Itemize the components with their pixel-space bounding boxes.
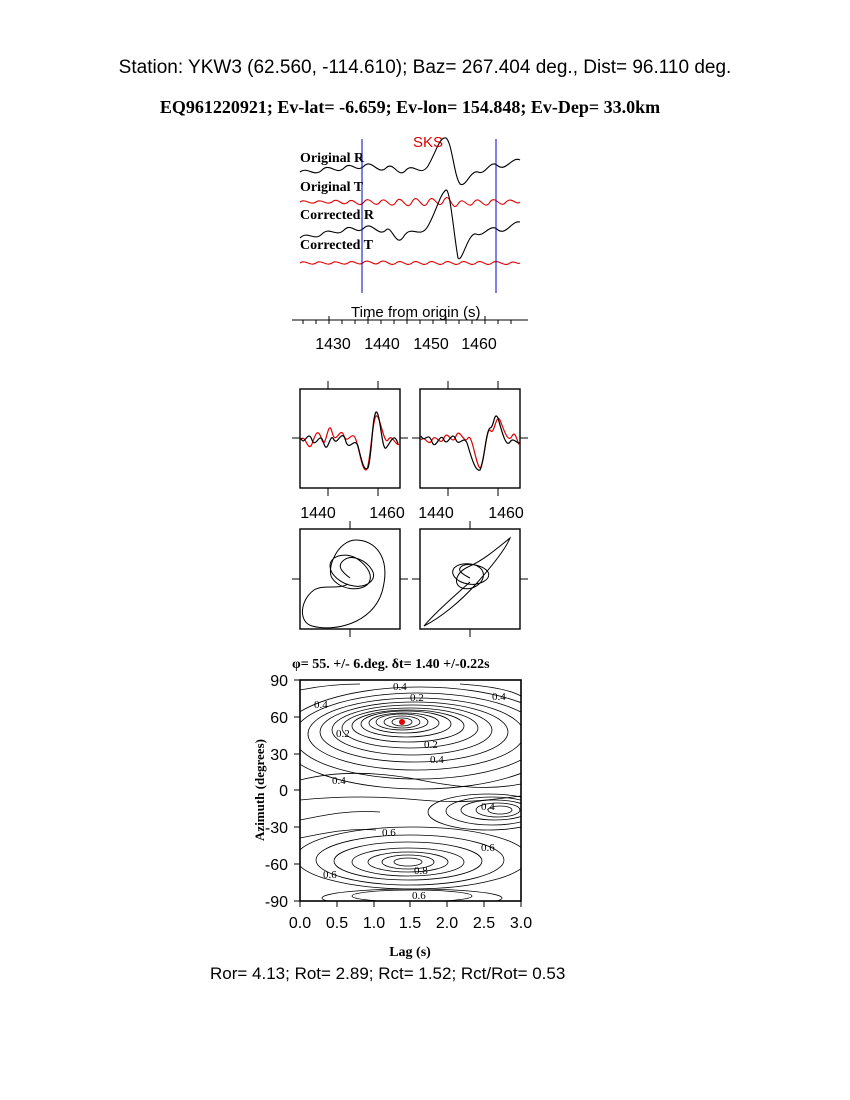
svg-text:1.5: 1.5	[398, 915, 422, 932]
result-summary-line: Ror= 4.13; Rot= 2.89; Rct= 1.52; Rct/Rot= 0.53	[210, 964, 566, 983]
event-info-line: EQ961220921; Ev-lat= -6.659; Ev-lon= 154.848; Ev-Dep= 33.0km	[159, 97, 661, 117]
traces-panel	[292, 134, 528, 353]
svg-text:0.2: 0.2	[336, 728, 350, 740]
svg-text:60: 60	[270, 710, 288, 727]
sks-phase-label: SKS	[413, 134, 444, 151]
trace-label-corrected-t: Corrected T	[300, 238, 373, 253]
time-tick-1440: 1440	[364, 336, 400, 353]
grid-search-x-label: Lag (s)	[389, 945, 431, 960]
trace-corrected-t	[300, 261, 520, 264]
grid-search-panel	[280, 680, 560, 907]
svg-text:0.0: 0.0	[288, 915, 312, 932]
svg-text:-30: -30	[264, 820, 288, 837]
grid-search-title: φ= 55. +/- 6.deg. δt= 1.40 +/-0.22s	[292, 657, 490, 672]
svg-text:-90: -90	[264, 894, 288, 911]
time-tick-1430: 1430	[315, 336, 351, 353]
particle-motion-right	[412, 521, 528, 637]
svg-text:90: 90	[270, 673, 288, 690]
svg-text:0: 0	[279, 783, 288, 800]
trace-label-corrected-r: Corrected R	[300, 208, 374, 223]
svg-text:0.4: 0.4	[492, 691, 506, 703]
svg-text:2.0: 2.0	[435, 915, 459, 932]
grid-search-x-ticks	[289, 915, 532, 932]
waveform-left-red	[301, 416, 400, 470]
best-fit-point	[399, 719, 405, 725]
svg-text:0.6: 0.6	[323, 869, 337, 881]
trace-label-original-r: Original R	[300, 151, 365, 166]
svg-text:3.0: 3.0	[509, 915, 533, 932]
svg-text:0.2: 0.2	[410, 692, 424, 704]
waveform-left-black	[301, 412, 398, 469]
time-tick-1460: 1460	[461, 336, 497, 353]
time-tick-1450: 1450	[413, 336, 449, 353]
waveform-right-tick-1460: 1460	[488, 505, 524, 522]
time-axis-label: Time from origin (s)	[351, 304, 481, 321]
svg-text:0.4: 0.4	[430, 754, 444, 766]
svg-text:0.2: 0.2	[424, 739, 438, 751]
svg-text:0.4: 0.4	[481, 801, 495, 813]
particle-motion-right-curve	[424, 538, 510, 626]
svg-text:0.6: 0.6	[481, 842, 495, 854]
particle-motion-left	[292, 521, 408, 637]
svg-text:30: 30	[270, 747, 288, 764]
svg-text:0.4: 0.4	[393, 681, 407, 693]
svg-text:2.5: 2.5	[472, 915, 496, 932]
svg-text:0.6: 0.6	[382, 827, 396, 839]
particle-motion-left-curve	[302, 540, 384, 628]
waveform-left-tick-1440: 1440	[300, 505, 336, 522]
waveform-right-tick-1440: 1440	[418, 505, 454, 522]
waveform-left-tick-1460: 1460	[369, 505, 405, 522]
svg-text:0.6: 0.6	[412, 890, 426, 902]
trace-original-t	[300, 198, 520, 207]
svg-text:0.4: 0.4	[332, 775, 346, 787]
trace-label-original-t: Original T	[300, 180, 364, 195]
grid-search-y-ticks	[265, 673, 288, 911]
waveform-panel-left	[292, 381, 408, 496]
svg-text:0.5: 0.5	[325, 915, 349, 932]
svg-text:0.4: 0.4	[314, 699, 328, 711]
waveform-right-black	[421, 416, 520, 470]
svg-text:1.0: 1.0	[362, 915, 386, 932]
grid-search-y-label: Azimuth (degrees)	[252, 739, 267, 841]
station-info-line: Station: YKW3 (62.560, -114.610); Baz= 267.404 deg., Dist= 96.110 deg.	[118, 57, 732, 78]
svg-text:0.8: 0.8	[414, 865, 428, 877]
waveform-panel-right	[412, 381, 528, 496]
svg-text:-60: -60	[264, 857, 288, 874]
